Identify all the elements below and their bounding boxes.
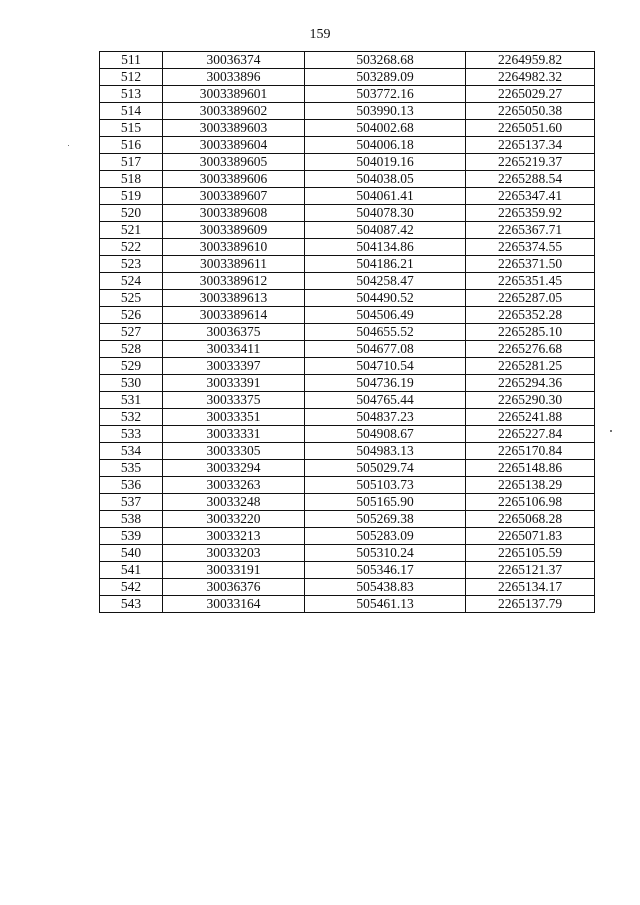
table-row: [100, 596, 595, 613]
table-row: [100, 256, 595, 273]
x-coordinate-cell: 504490.52: [305, 290, 466, 307]
row-number-cell: 526: [100, 307, 163, 324]
x-coordinate-cell: 504710.54: [305, 358, 466, 375]
table-row: [100, 290, 595, 307]
point-id-cell: 3003389614: [163, 307, 305, 324]
y-coordinate-cell: 2265276.68: [466, 341, 595, 358]
point-id-cell: 3003389607: [163, 188, 305, 205]
point-id-cell: 30033375: [163, 392, 305, 409]
x-coordinate-cell: 503289.09: [305, 69, 466, 86]
point-id-cell: 30033305: [163, 443, 305, 460]
y-coordinate-cell: 2265050.38: [466, 103, 595, 120]
table-body: [100, 52, 595, 613]
y-coordinate-cell: 2265170.84: [466, 443, 595, 460]
point-id-cell: 30033391: [163, 375, 305, 392]
table-row: [100, 171, 595, 188]
x-coordinate-cell: 505438.83: [305, 579, 466, 596]
y-coordinate-cell: 2265219.37: [466, 154, 595, 171]
row-number-cell: 515: [100, 120, 163, 137]
x-coordinate-cell: 503772.16: [305, 86, 466, 103]
row-number-cell: 523: [100, 256, 163, 273]
point-id-cell: 30033351: [163, 409, 305, 426]
row-number-cell: 533: [100, 426, 163, 443]
row-number-cell: 531: [100, 392, 163, 409]
y-coordinate-cell: 2265367.71: [466, 222, 595, 239]
table-row: [100, 392, 595, 409]
y-coordinate-cell: 2264982.32: [466, 69, 595, 86]
row-number-cell: 543: [100, 596, 163, 613]
table-row: [100, 154, 595, 171]
y-coordinate-cell: 2265351.45: [466, 273, 595, 290]
point-id-cell: 3003389608: [163, 205, 305, 222]
x-coordinate-cell: 505283.09: [305, 528, 466, 545]
row-number-cell: 530: [100, 375, 163, 392]
x-coordinate-cell: 504983.13: [305, 443, 466, 460]
row-number-cell: 517: [100, 154, 163, 171]
scan-speck: [610, 430, 612, 432]
row-number-cell: 518: [100, 171, 163, 188]
point-id-cell: 30033294: [163, 460, 305, 477]
table-row: [100, 307, 595, 324]
table-row: [100, 273, 595, 290]
table-row: [100, 137, 595, 154]
table-row: [100, 494, 595, 511]
table-row: [100, 52, 595, 69]
table-row: [100, 443, 595, 460]
y-coordinate-cell: 2265137.79: [466, 596, 595, 613]
y-coordinate-cell: 2265359.92: [466, 205, 595, 222]
x-coordinate-cell: 504677.08: [305, 341, 466, 358]
point-id-cell: 30033263: [163, 477, 305, 494]
table-row: [100, 358, 595, 375]
table-row: [100, 324, 595, 341]
y-coordinate-cell: 2265105.59: [466, 545, 595, 562]
x-coordinate-cell: 504837.23: [305, 409, 466, 426]
row-number-cell: 513: [100, 86, 163, 103]
table-row: [100, 188, 595, 205]
x-coordinate-cell: 504134.86: [305, 239, 466, 256]
table-row: [100, 120, 595, 137]
y-coordinate-cell: 2265294.36: [466, 375, 595, 392]
y-coordinate-cell: 2265071.83: [466, 528, 595, 545]
row-number-cell: 529: [100, 358, 163, 375]
y-coordinate-cell: 2265352.28: [466, 307, 595, 324]
table-row: [100, 409, 595, 426]
x-coordinate-cell: 504006.18: [305, 137, 466, 154]
row-number-cell: 520: [100, 205, 163, 222]
point-id-cell: 30033164: [163, 596, 305, 613]
row-number-cell: 534: [100, 443, 163, 460]
x-coordinate-cell: 504506.49: [305, 307, 466, 324]
y-coordinate-cell: 2265121.37: [466, 562, 595, 579]
point-id-cell: 3003389606: [163, 171, 305, 188]
point-id-cell: 3003389602: [163, 103, 305, 120]
point-id-cell: 3003389603: [163, 120, 305, 137]
point-id-cell: 3003389609: [163, 222, 305, 239]
point-id-cell: 3003389610: [163, 239, 305, 256]
point-id-cell: 30033397: [163, 358, 305, 375]
row-number-cell: 542: [100, 579, 163, 596]
table-row: [100, 460, 595, 477]
table-row: [100, 69, 595, 86]
y-coordinate-cell: 2265068.28: [466, 511, 595, 528]
y-coordinate-cell: 2265288.54: [466, 171, 595, 188]
x-coordinate-cell: 505103.73: [305, 477, 466, 494]
point-id-cell: 30033896: [163, 69, 305, 86]
y-coordinate-cell: 2265138.29: [466, 477, 595, 494]
row-number-cell: 532: [100, 409, 163, 426]
x-coordinate-cell: 505461.13: [305, 596, 466, 613]
table-row: [100, 562, 595, 579]
row-number-cell: 536: [100, 477, 163, 494]
row-number-cell: 537: [100, 494, 163, 511]
table-row: [100, 222, 595, 239]
table-row: [100, 239, 595, 256]
x-coordinate-cell: 504078.30: [305, 205, 466, 222]
point-id-cell: 30033220: [163, 511, 305, 528]
x-coordinate-cell: 505269.38: [305, 511, 466, 528]
y-coordinate-cell: 2265374.55: [466, 239, 595, 256]
row-number-cell: 516: [100, 137, 163, 154]
row-number-cell: 524: [100, 273, 163, 290]
point-id-cell: 30033213: [163, 528, 305, 545]
table-row: [100, 511, 595, 528]
point-id-cell: 30033411: [163, 341, 305, 358]
y-coordinate-cell: 2265029.27: [466, 86, 595, 103]
x-coordinate-cell: 505310.24: [305, 545, 466, 562]
x-coordinate-cell: 504655.52: [305, 324, 466, 341]
point-id-cell: 3003389611: [163, 256, 305, 273]
x-coordinate-cell: 505346.17: [305, 562, 466, 579]
row-number-cell: 541: [100, 562, 163, 579]
x-coordinate-cell: 504019.16: [305, 154, 466, 171]
row-number-cell: 512: [100, 69, 163, 86]
x-coordinate-cell: 504087.42: [305, 222, 466, 239]
row-number-cell: 538: [100, 511, 163, 528]
row-number-cell: 511: [100, 52, 163, 69]
point-id-cell: 30033248: [163, 494, 305, 511]
x-coordinate-cell: 504908.67: [305, 426, 466, 443]
table-row: [100, 86, 595, 103]
point-id-cell: 3003389605: [163, 154, 305, 171]
x-coordinate-cell: 504765.44: [305, 392, 466, 409]
point-id-cell: 3003389604: [163, 137, 305, 154]
row-number-cell: 539: [100, 528, 163, 545]
x-coordinate-cell: 504038.05: [305, 171, 466, 188]
y-coordinate-cell: 2265241.88: [466, 409, 595, 426]
y-coordinate-cell: 2265134.17: [466, 579, 595, 596]
x-coordinate-cell: 504736.19: [305, 375, 466, 392]
y-coordinate-cell: 2265227.84: [466, 426, 595, 443]
point-id-cell: 3003389601: [163, 86, 305, 103]
row-number-cell: 522: [100, 239, 163, 256]
row-number-cell: 528: [100, 341, 163, 358]
table-row: [100, 477, 595, 494]
row-number-cell: 527: [100, 324, 163, 341]
y-coordinate-cell: 2265285.10: [466, 324, 595, 341]
x-coordinate-cell: 503268.68: [305, 52, 466, 69]
y-coordinate-cell: 2265290.30: [466, 392, 595, 409]
y-coordinate-cell: 2264959.82: [466, 52, 595, 69]
table-row: [100, 375, 595, 392]
x-coordinate-cell: 505029.74: [305, 460, 466, 477]
coordinates-table: [99, 51, 595, 613]
y-coordinate-cell: 2265137.34: [466, 137, 595, 154]
page-number: 159: [309, 27, 331, 42]
scan-speck: [68, 145, 69, 146]
x-coordinate-cell: 505165.90: [305, 494, 466, 511]
table-row: [100, 426, 595, 443]
table-row: [100, 103, 595, 120]
row-number-cell: 519: [100, 188, 163, 205]
row-number-cell: 535: [100, 460, 163, 477]
x-coordinate-cell: 504061.41: [305, 188, 466, 205]
point-id-cell: 30033191: [163, 562, 305, 579]
point-id-cell: 30033331: [163, 426, 305, 443]
point-id-cell: 30036374: [163, 52, 305, 69]
table-row: [100, 528, 595, 545]
y-coordinate-cell: 2265281.25: [466, 358, 595, 375]
row-number-cell: 521: [100, 222, 163, 239]
table-row: [100, 205, 595, 222]
x-coordinate-cell: 504258.47: [305, 273, 466, 290]
x-coordinate-cell: 503990.13: [305, 103, 466, 120]
y-coordinate-cell: 2265371.50: [466, 256, 595, 273]
y-coordinate-cell: 2265148.86: [466, 460, 595, 477]
y-coordinate-cell: 2265051.60: [466, 120, 595, 137]
y-coordinate-cell: 2265347.41: [466, 188, 595, 205]
row-number-cell: 514: [100, 103, 163, 120]
y-coordinate-cell: 2265287.05: [466, 290, 595, 307]
point-id-cell: 30036375: [163, 324, 305, 341]
row-number-cell: 540: [100, 545, 163, 562]
table-row: [100, 341, 595, 358]
x-coordinate-cell: 504186.21: [305, 256, 466, 273]
x-coordinate-cell: 504002.68: [305, 120, 466, 137]
row-number-cell: 525: [100, 290, 163, 307]
y-coordinate-cell: 2265106.98: [466, 494, 595, 511]
point-id-cell: 30033203: [163, 545, 305, 562]
point-id-cell: 30036376: [163, 579, 305, 596]
table-row: [100, 545, 595, 562]
point-id-cell: 3003389612: [163, 273, 305, 290]
point-id-cell: 3003389613: [163, 290, 305, 307]
table-row: [100, 579, 595, 596]
